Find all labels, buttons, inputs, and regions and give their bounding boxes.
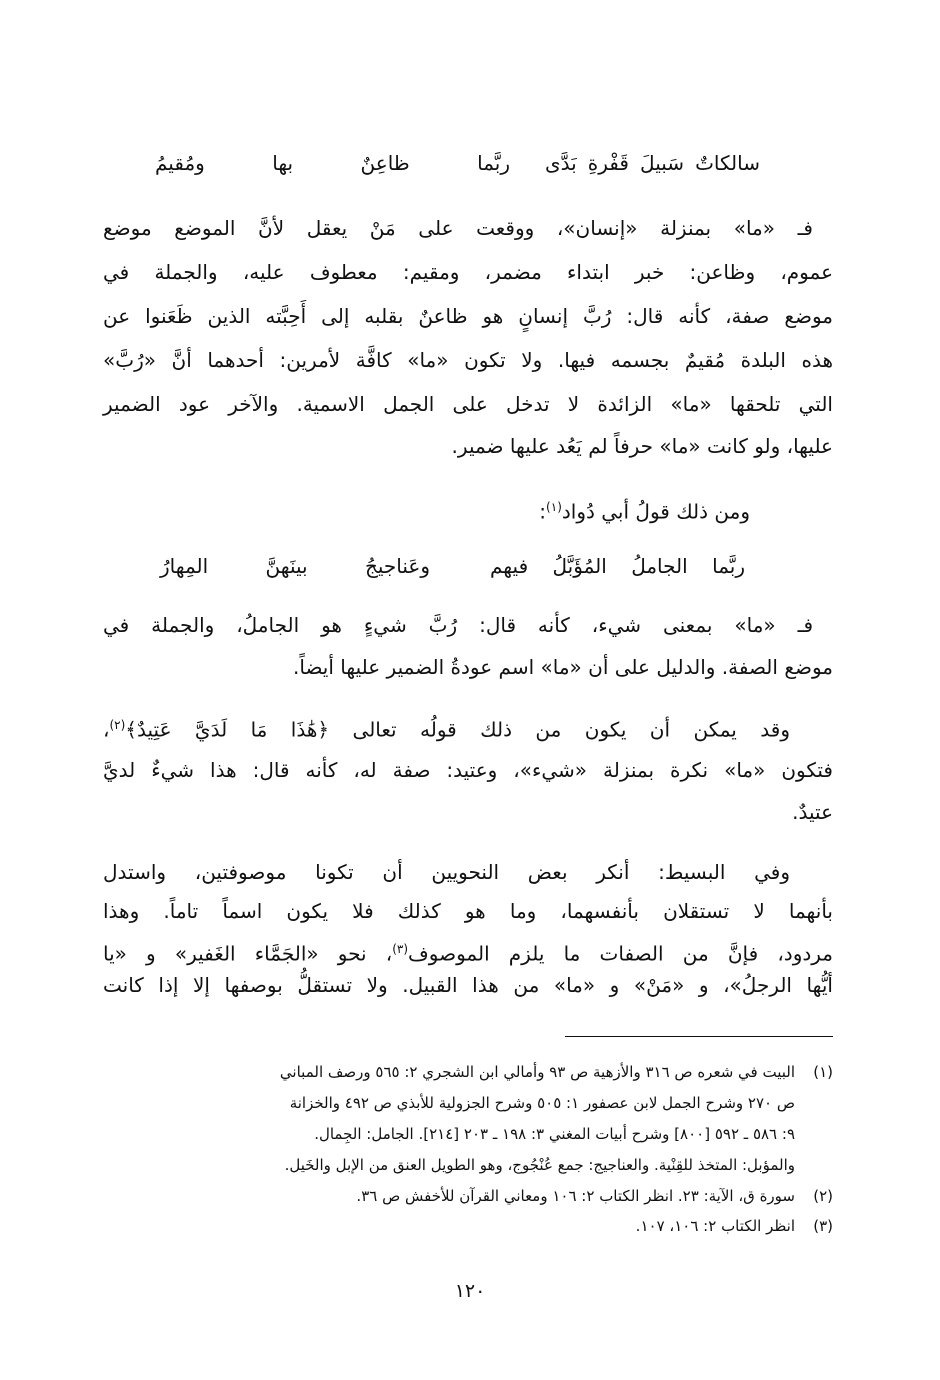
footnote-divider <box>565 1036 833 1037</box>
footnote-text: سورة ق، الآية: ٢٣. انظر الكتاب ٢: ١٠٦ ومعاني القرآن للأخفش ص ٣٦. <box>356 1187 795 1205</box>
footnote-text: ٩: ٥٨٦ ـ ٥٩٢ [٨٠٠] وشرح أبيات المغني ٣: ١٩٨ ـ ٢٠٣ [٢١٤]. الجامل: الجِمال. <box>314 1125 795 1143</box>
text-line: التي تلحقها «ما» الزائدة لا تدخل على الجمل الاسمية. والآخر عود الضمير <box>103 392 833 416</box>
footnote-1 <box>103 1061 833 1083</box>
footnote-2 <box>103 1185 833 1207</box>
footnote-ref-3[interactable]: (٣) <box>392 942 409 956</box>
footnote-ref-2[interactable]: (٢) <box>109 718 126 732</box>
text-line: فتكون «ما» نكرة بمنزلة «شيء»، وعتيد: صفة له، كأنه قال: هذا شيءٌ لديَّ <box>103 758 833 782</box>
text-line: أيُّها الرجلُ»، و «مَنْ» و «ما» من هذا القبيل. ولا تستقلُّ بوصفها إلا إذا كانت <box>103 973 833 997</box>
footnote-text: البيت في شعره ص ٣١٦ والأزهية ص ٩٣ وأمالي ابن الشجري ٢: ٥٦٥ ورصف المباني <box>279 1063 795 1081</box>
text-segment: ، نحو «الجَمَّاء الغَفير» و «يا <box>103 941 393 966</box>
text-line: عموم، وظاعن: خبر ابتداء مضمر، ومقيم: معطوف عليه، والجملة في <box>103 260 833 284</box>
page-number: ١٢٠ <box>454 1280 486 1302</box>
text-segment: مردود، فإنَّ من الصفات ما يلزم الموصوف <box>408 941 834 966</box>
intro-colon: : <box>539 499 547 524</box>
text-line: هذه البلدة مُقيمٌ بجسمه فيها. ولا تكون «ما» كافَّة لأمرين: أحدهما أنَّ «رُبَّ» <box>103 348 833 372</box>
text-line: موضع الصفة. والدليل على أن «ما» اسم عودةُ الضمير عليها أيضاً. <box>293 655 833 679</box>
text-line: وفي البسيط: أنكر بعض النحويين أن تكونا موصوفتين، واستدل <box>103 860 790 884</box>
text-line: عتيدٌ. <box>792 800 833 824</box>
footnote-text: والمؤبل: المتخذ للقِنْية. والعناجيج: جمع عُنْجُوج، وهو الطويل العنق من الإبل والخَيل. <box>284 1156 795 1174</box>
footnote-text: ص ٢٧٠ وشرح الجمل لابن عصفور ١: ٥٠٥ وشرح الجزولية للأبذي ص ٤٩٢ والخزانة <box>289 1094 795 1112</box>
footnote-ref-1[interactable]: (١) <box>546 500 562 514</box>
text-line <box>103 934 833 964</box>
verse2-right-hemistich: ربَّما الجاملُ المُؤَبَّلُ فيهم <box>490 554 745 578</box>
text-line: فـ «ما» بمعنى شيء، كأنه قال: رُبَّ شيءٍ هو الجاملُ، والجملة في <box>103 613 813 637</box>
verse1-left-hemistich: ربَّما ظاعِنٌ بها ومُقيمُ <box>155 151 510 175</box>
footnote-3 <box>103 1215 833 1237</box>
footnote-number: (٢) <box>813 1187 833 1205</box>
intro-text: ومن ذلك قولُ أبي دُواد <box>561 499 750 524</box>
text-line <box>103 710 790 740</box>
text-line: عليها، ولو كانت «ما» حرفاً لم يَعُد عليها ضمير. <box>451 434 833 458</box>
footnote-number: (٣) <box>813 1217 833 1235</box>
footnote-text: انظر الكتاب ٢: ١٠٦، ١٠٧. <box>635 1217 795 1235</box>
verse-intro <box>110 492 750 522</box>
verse1-right-hemistich: سالكاتٌ سَبيلَ قَفْرةِ بَدَّى <box>545 151 760 175</box>
text-line: موضع صفة، كأنه قال: رُبَّ إنسانٍ هو ظاعنٌ بقلبه إلى أَحِبَّته الذين ظَعَنوا عن <box>103 304 833 328</box>
text-segment: ، <box>103 717 110 742</box>
text-line: بأنهما لا تستقلان بأنفسهما، وما هو كذلك فلا يكون اسماً تاماً. وهذا <box>103 899 833 923</box>
footnote-number: (١) <box>813 1063 833 1081</box>
verse2-left-hemistich: وعَناجيجُ بينَهنَّ المِهارُ <box>160 554 430 578</box>
text-segment: وقد يمكن أن يكون من ذلك قولُه تعالى ﴿هَٰذَا مَا لَدَيَّ عَتِيدٌ﴾ <box>125 717 790 742</box>
text-line: فـ «ما» بمنزلة «إنسان»، ووقعت على مَنْ يعقل لأنَّ الموضع موضع <box>103 216 813 240</box>
